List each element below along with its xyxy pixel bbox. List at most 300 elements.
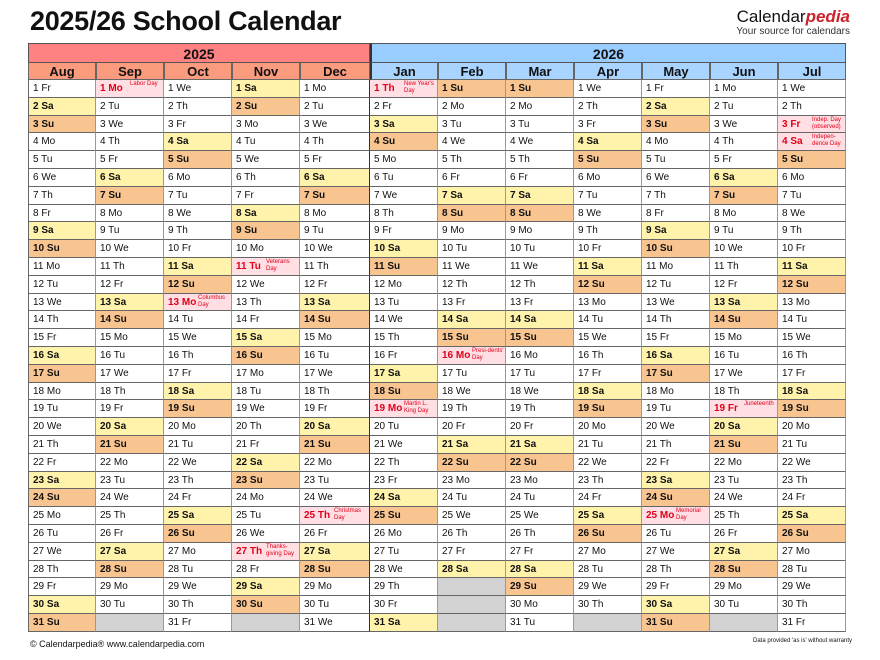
day-cell[interactable]: 17 Fr — [778, 365, 846, 383]
day-cell[interactable]: 13 Th — [232, 294, 300, 312]
day-cell[interactable]: 1 We — [164, 80, 232, 98]
day-cell[interactable]: 29 Mo — [710, 578, 778, 596]
day-cell[interactable]: 25 Th — [710, 507, 778, 525]
day-cell[interactable]: 19 We — [232, 400, 300, 418]
day-cell[interactable]: 8 Fr — [28, 205, 96, 223]
day-cell[interactable]: 5 We — [232, 151, 300, 169]
brand-logo[interactable] — [736, 8, 850, 37]
day-cell[interactable]: 28 Fr — [232, 561, 300, 579]
day-cell[interactable]: 24 Fr — [164, 489, 232, 507]
day-cell[interactable]: 22 Fr — [28, 454, 96, 472]
day-cell[interactable]: 11 Th — [710, 258, 778, 276]
day-cell[interactable]: 23 Mo — [438, 472, 506, 490]
day-cell[interactable]: 2 Th — [574, 98, 642, 116]
day-cell[interactable]: 20 We — [642, 418, 710, 436]
day-cell[interactable]: 20 Sa — [710, 418, 778, 436]
day-cell[interactable]: 10 We — [96, 240, 164, 258]
day-cell[interactable]: 26 Tu — [642, 525, 710, 543]
day-cell[interactable]: 7 Th — [642, 187, 710, 205]
day-cell[interactable]: 13 Sa — [710, 294, 778, 312]
day-cell[interactable]: 21 Th — [28, 436, 96, 454]
day-cell[interactable]: 30 Sa — [642, 596, 710, 614]
day-cell[interactable]: 22 Mo — [300, 454, 370, 472]
day-cell[interactable]: 28 Tu — [778, 561, 846, 579]
day-cell[interactable]: 1 Fr — [642, 80, 710, 98]
day-cell[interactable]: 30 Th — [778, 596, 846, 614]
day-cell[interactable]: 19 Su — [778, 400, 846, 418]
day-cell[interactable]: 3 We — [710, 116, 778, 134]
day-cell[interactable]: 6 Mo — [164, 169, 232, 187]
day-cell[interactable]: 4 Su — [370, 133, 438, 151]
day-cell[interactable]: 3 Fr — [164, 116, 232, 134]
day-cell[interactable]: 7 Sa — [506, 187, 574, 205]
day-cell[interactable]: 11 We — [438, 258, 506, 276]
day-cell[interactable]: 27 Sa — [710, 543, 778, 561]
day-cell[interactable]: 14 We — [370, 311, 438, 329]
day-cell[interactable]: 11 We — [506, 258, 574, 276]
day-cell[interactable]: 15 Mo — [300, 329, 370, 347]
day-cell[interactable]: 29 Mo — [96, 578, 164, 596]
day-cell[interactable]: 17 We — [710, 365, 778, 383]
day-cell[interactable]: 13 We — [642, 294, 710, 312]
day-cell[interactable]: 3 Su — [642, 116, 710, 134]
day-cell[interactable]: 5 Th — [438, 151, 506, 169]
day-cell[interactable]: 28 Tu — [574, 561, 642, 579]
day-cell[interactable]: 20 Tu — [370, 418, 438, 436]
day-cell[interactable]: 13 Sa — [96, 294, 164, 312]
day-cell[interactable]: 17 Tu — [438, 365, 506, 383]
day-cell[interactable] — [710, 400, 778, 418]
day-cell[interactable]: 3 Mo — [232, 116, 300, 134]
day-cell[interactable]: 12 Fr — [96, 276, 164, 294]
day-cell[interactable]: 14 Tu — [574, 311, 642, 329]
day-cell[interactable]: 16 Su — [232, 347, 300, 365]
day-cell[interactable]: 18 Sa — [164, 383, 232, 401]
day-cell[interactable]: 20 Sa — [300, 418, 370, 436]
day-cell[interactable]: 24 We — [710, 489, 778, 507]
day-cell[interactable]: 22 Sa — [232, 454, 300, 472]
day-cell[interactable]: 16 Th — [778, 347, 846, 365]
day-cell[interactable]: 25 Mo — [28, 507, 96, 525]
day-cell[interactable]: 16 Tu — [96, 347, 164, 365]
day-cell[interactable]: 12 Fr — [710, 276, 778, 294]
day-cell[interactable]: 24 Fr — [574, 489, 642, 507]
day-cell[interactable]: 22 Fr — [642, 454, 710, 472]
day-cell[interactable]: 25 Sa — [574, 507, 642, 525]
day-cell[interactable]: 10 Fr — [574, 240, 642, 258]
day-cell[interactable]: 27 Mo — [164, 543, 232, 561]
day-cell[interactable]: 10 Sa — [370, 240, 438, 258]
day-cell[interactable]: 25 Sa — [778, 507, 846, 525]
day-cell[interactable]: 14 Th — [28, 311, 96, 329]
day-cell[interactable]: 24 We — [300, 489, 370, 507]
day-cell[interactable]: 18 Su — [370, 383, 438, 401]
day-cell[interactable]: 27 Fr — [438, 543, 506, 561]
day-cell[interactable]: 16 Sa — [642, 347, 710, 365]
day-cell[interactable]: 8 We — [164, 205, 232, 223]
day-cell[interactable]: 29 Th — [370, 578, 438, 596]
day-cell[interactable]: 14 Su — [710, 311, 778, 329]
day-cell[interactable]: 2 Th — [164, 98, 232, 116]
day-cell[interactable]: 8 Sa — [232, 205, 300, 223]
day-cell[interactable]: 29 Mo — [300, 578, 370, 596]
day-cell[interactable]: 23 Th — [574, 472, 642, 490]
day-cell[interactable]: 18 We — [506, 383, 574, 401]
day-cell[interactable]: 2 Th — [778, 98, 846, 116]
day-cell[interactable]: 10 Tu — [506, 240, 574, 258]
day-cell[interactable]: 3 Su — [28, 116, 96, 134]
day-cell[interactable]: 15 Mo — [710, 329, 778, 347]
day-cell[interactable]: 12 Th — [438, 276, 506, 294]
day-cell[interactable] — [370, 80, 438, 98]
day-cell[interactable]: 16 Tu — [300, 347, 370, 365]
day-cell[interactable]: 22 We — [574, 454, 642, 472]
day-cell[interactable]: 2 Su — [232, 98, 300, 116]
day-cell[interactable]: 22 We — [778, 454, 846, 472]
day-cell[interactable]: 17 Su — [28, 365, 96, 383]
day-cell[interactable]: 31 Tu — [506, 614, 574, 632]
day-cell[interactable]: 27 Mo — [574, 543, 642, 561]
day-cell[interactable]: 16 Th — [164, 347, 232, 365]
day-cell[interactable]: 20 Th — [232, 418, 300, 436]
day-cell[interactable]: 30 Tu — [300, 596, 370, 614]
day-cell[interactable]: 28 Th — [642, 561, 710, 579]
day-cell[interactable]: 13 Fr — [438, 294, 506, 312]
day-cell[interactable]: 1 We — [778, 80, 846, 98]
day-cell[interactable]: 1 Su — [438, 80, 506, 98]
day-cell[interactable]: 17 Sa — [370, 365, 438, 383]
day-cell[interactable]: 24 Mo — [232, 489, 300, 507]
day-cell[interactable]: 21 Su — [710, 436, 778, 454]
day-cell[interactable]: 2 Fr — [370, 98, 438, 116]
day-cell[interactable]: 14 Tu — [778, 311, 846, 329]
day-cell[interactable]: 22 Su — [506, 454, 574, 472]
day-cell[interactable]: 30 Fr — [370, 596, 438, 614]
day-cell[interactable]: 6 Mo — [778, 169, 846, 187]
day-cell[interactable]: 12 Th — [506, 276, 574, 294]
day-cell[interactable]: 22 Mo — [710, 454, 778, 472]
day-cell[interactable]: 4 Th — [300, 133, 370, 151]
day-cell[interactable]: 27 We — [28, 543, 96, 561]
day-cell[interactable]: 4 We — [506, 133, 574, 151]
day-cell[interactable]: 4 Mo — [642, 133, 710, 151]
day-cell[interactable]: 8 Th — [370, 205, 438, 223]
day-cell[interactable]: 17 Fr — [574, 365, 642, 383]
day-cell[interactable]: 9 Fr — [370, 222, 438, 240]
day-cell[interactable]: 10 Fr — [778, 240, 846, 258]
day-cell[interactable]: 17 We — [96, 365, 164, 383]
day-cell[interactable]: 5 Mo — [370, 151, 438, 169]
day-cell[interactable]: 14 Su — [96, 311, 164, 329]
day-cell[interactable]: 11 Sa — [778, 258, 846, 276]
day-cell[interactable]: 6 Sa — [96, 169, 164, 187]
day-cell[interactable]: 26 We — [232, 525, 300, 543]
day-cell[interactable]: 8 Fr — [642, 205, 710, 223]
day-cell[interactable]: 15 Su — [506, 329, 574, 347]
day-cell[interactable]: 14 Su — [300, 311, 370, 329]
day-cell[interactable]: 30 Th — [164, 596, 232, 614]
day-cell[interactable]: 5 Tu — [642, 151, 710, 169]
day-cell[interactable]: 6 Sa — [710, 169, 778, 187]
day-cell[interactable]: 10 Su — [28, 240, 96, 258]
day-cell[interactable]: 18 Th — [710, 383, 778, 401]
day-cell[interactable]: 17 Fr — [164, 365, 232, 383]
day-cell[interactable]: 18 Sa — [574, 383, 642, 401]
day-cell[interactable]: 11 Su — [370, 258, 438, 276]
day-cell[interactable]: 7 Su — [300, 187, 370, 205]
day-cell[interactable] — [300, 507, 370, 525]
day-cell[interactable]: 20 We — [28, 418, 96, 436]
day-cell[interactable]: 15 Th — [370, 329, 438, 347]
day-cell[interactable]: 19 Tu — [642, 400, 710, 418]
day-cell[interactable]: 6 Fr — [506, 169, 574, 187]
day-cell[interactable]: 1 Mo — [300, 80, 370, 98]
day-cell[interactable]: 9 Su — [232, 222, 300, 240]
day-cell[interactable]: 18 We — [438, 383, 506, 401]
day-cell[interactable]: 18 Sa — [778, 383, 846, 401]
day-cell[interactable]: 28 Sa — [438, 561, 506, 579]
day-cell[interactable]: 19 Fr — [96, 400, 164, 418]
day-cell[interactable]: 21 We — [370, 436, 438, 454]
day-cell[interactable]: 3 We — [300, 116, 370, 134]
day-cell[interactable]: 12 Tu — [28, 276, 96, 294]
day-cell[interactable]: 26 Tu — [28, 525, 96, 543]
day-cell[interactable]: 20 Mo — [574, 418, 642, 436]
day-cell[interactable]: 5 Su — [164, 151, 232, 169]
day-cell[interactable] — [232, 543, 300, 561]
day-cell[interactable]: 13 Mo — [574, 294, 642, 312]
day-cell[interactable]: 23 Th — [778, 472, 846, 490]
day-cell[interactable]: 1 We — [574, 80, 642, 98]
day-cell[interactable]: 17 Su — [642, 365, 710, 383]
day-cell[interactable]: 14 Th — [642, 311, 710, 329]
day-cell[interactable]: 9 Th — [778, 222, 846, 240]
day-cell[interactable]: 1 Sa — [232, 80, 300, 98]
day-cell[interactable]: 19 Su — [164, 400, 232, 418]
day-cell[interactable]: 12 Mo — [370, 276, 438, 294]
day-cell[interactable]: 12 Su — [778, 276, 846, 294]
day-cell[interactable]: 25 Th — [96, 507, 164, 525]
day-cell[interactable]: 21 Th — [642, 436, 710, 454]
day-cell[interactable]: 6 We — [642, 169, 710, 187]
day-cell[interactable]: 29 We — [574, 578, 642, 596]
day-cell[interactable]: 17 Tu — [506, 365, 574, 383]
day-cell[interactable]: 28 Th — [28, 561, 96, 579]
day-cell[interactable]: 29 Fr — [642, 578, 710, 596]
day-cell[interactable]: 8 Su — [506, 205, 574, 223]
day-cell[interactable]: 19 Tu — [28, 400, 96, 418]
day-cell[interactable]: 6 Mo — [574, 169, 642, 187]
day-cell[interactable]: 16 Tu — [710, 347, 778, 365]
day-cell[interactable]: 15 Fr — [642, 329, 710, 347]
day-cell[interactable]: 27 Sa — [96, 543, 164, 561]
day-cell[interactable]: 27 We — [642, 543, 710, 561]
day-cell[interactable]: 24 Tu — [438, 489, 506, 507]
day-cell[interactable]: 7 Th — [28, 187, 96, 205]
day-cell[interactable]: 4 Mo — [28, 133, 96, 151]
day-cell[interactable]: 11 Sa — [574, 258, 642, 276]
day-cell[interactable]: 30 Mo — [506, 596, 574, 614]
day-cell[interactable]: 8 Mo — [710, 205, 778, 223]
day-cell[interactable]: 23 Sa — [28, 472, 96, 490]
day-cell[interactable]: 9 Th — [164, 222, 232, 240]
day-cell[interactable]: 11 Th — [300, 258, 370, 276]
day-cell[interactable]: 23 Mo — [506, 472, 574, 490]
day-cell[interactable]: 18 Mo — [642, 383, 710, 401]
day-cell[interactable]: 12 We — [232, 276, 300, 294]
day-cell[interactable]: 31 Sa — [370, 614, 438, 632]
day-cell[interactable]: 8 We — [778, 205, 846, 223]
day-cell[interactable]: 14 Tu — [164, 311, 232, 329]
day-cell[interactable]: 2 Tu — [710, 98, 778, 116]
day-cell[interactable]: 5 Tu — [28, 151, 96, 169]
day-cell[interactable]: 10 Mo — [232, 240, 300, 258]
day-cell[interactable]: 15 Fr — [28, 329, 96, 347]
day-cell[interactable]: 21 Su — [300, 436, 370, 454]
day-cell[interactable]: 19 Th — [438, 400, 506, 418]
day-cell[interactable]: 5 Fr — [710, 151, 778, 169]
day-cell[interactable]: 27 Fr — [506, 543, 574, 561]
day-cell[interactable] — [438, 347, 506, 365]
day-cell[interactable]: 21 Fr — [232, 436, 300, 454]
day-cell[interactable]: 5 Su — [778, 151, 846, 169]
day-cell[interactable]: 20 Sa — [96, 418, 164, 436]
day-cell[interactable]: 20 Mo — [164, 418, 232, 436]
day-cell[interactable]: 2 Mo — [506, 98, 574, 116]
day-cell[interactable]: 20 Fr — [506, 418, 574, 436]
day-cell[interactable]: 13 Mo — [778, 294, 846, 312]
day-cell[interactable]: 21 Tu — [164, 436, 232, 454]
day-cell[interactable]: 10 Tu — [438, 240, 506, 258]
day-cell[interactable]: 19 Su — [574, 400, 642, 418]
day-cell[interactable]: 9 Sa — [642, 222, 710, 240]
day-cell[interactable]: 17 We — [300, 365, 370, 383]
day-cell[interactable]: 9 Mo — [506, 222, 574, 240]
day-cell[interactable] — [232, 258, 300, 276]
day-cell[interactable]: 16 Fr — [370, 347, 438, 365]
day-cell[interactable]: 2 Tu — [300, 98, 370, 116]
day-cell[interactable]: 26 Th — [438, 525, 506, 543]
day-cell[interactable]: 23 Th — [164, 472, 232, 490]
day-cell[interactable]: 3 Tu — [506, 116, 574, 134]
day-cell[interactable]: 19 Fr — [300, 400, 370, 418]
day-cell[interactable]: 31 Su — [642, 614, 710, 632]
day-cell[interactable]: 2 Sa — [28, 98, 96, 116]
day-cell[interactable]: 10 Fr — [164, 240, 232, 258]
day-cell[interactable]: 18 Th — [96, 383, 164, 401]
day-cell[interactable]: 7 We — [370, 187, 438, 205]
day-cell[interactable]: 10 We — [300, 240, 370, 258]
day-cell[interactable]: 17 Mo — [232, 365, 300, 383]
day-cell[interactable]: 25 We — [506, 507, 574, 525]
day-cell[interactable] — [370, 400, 438, 418]
day-cell[interactable]: 1 Fr — [28, 80, 96, 98]
day-cell[interactable]: 28 We — [370, 561, 438, 579]
day-cell[interactable]: 7 Sa — [438, 187, 506, 205]
day-cell[interactable]: 11 Sa — [164, 258, 232, 276]
day-cell[interactable]: 13 We — [28, 294, 96, 312]
day-cell[interactable]: 26 Su — [164, 525, 232, 543]
day-cell[interactable]: 12 Su — [164, 276, 232, 294]
day-cell[interactable]: 26 Fr — [300, 525, 370, 543]
day-cell[interactable]: 9 Tu — [710, 222, 778, 240]
day-cell[interactable]: 30 Tu — [710, 596, 778, 614]
day-cell[interactable]: 30 Su — [232, 596, 300, 614]
day-cell[interactable]: 13 Tu — [370, 294, 438, 312]
day-cell[interactable]: 4 We — [438, 133, 506, 151]
day-cell[interactable]: 10 We — [710, 240, 778, 258]
day-cell[interactable]: 11 Mo — [28, 258, 96, 276]
day-cell[interactable]: 16 Mo — [506, 347, 574, 365]
day-cell[interactable]: 24 Su — [642, 489, 710, 507]
day-cell[interactable]: 25 Sa — [164, 507, 232, 525]
day-cell[interactable]: 9 Th — [574, 222, 642, 240]
day-cell[interactable]: 14 Fr — [232, 311, 300, 329]
day-cell[interactable]: 19 Th — [506, 400, 574, 418]
day-cell[interactable] — [778, 116, 846, 134]
day-cell[interactable]: 7 Fr — [232, 187, 300, 205]
day-cell[interactable]: 20 Mo — [778, 418, 846, 436]
day-cell[interactable]: 8 We — [574, 205, 642, 223]
day-cell[interactable]: 31 Fr — [164, 614, 232, 632]
day-cell[interactable]: 13 Sa — [300, 294, 370, 312]
day-cell[interactable]: 3 Sa — [370, 116, 438, 134]
day-cell[interactable]: 7 Tu — [164, 187, 232, 205]
day-cell[interactable]: 9 Tu — [96, 222, 164, 240]
day-cell[interactable]: 18 Tu — [232, 383, 300, 401]
day-cell[interactable]: 5 Su — [574, 151, 642, 169]
day-cell[interactable]: 7 Tu — [778, 187, 846, 205]
day-cell[interactable]: 29 We — [778, 578, 846, 596]
day-cell[interactable]: 5 Fr — [300, 151, 370, 169]
day-cell[interactable]: 6 Sa — [300, 169, 370, 187]
day-cell[interactable]: 4 Sa — [574, 133, 642, 151]
day-cell[interactable] — [96, 80, 164, 98]
day-cell[interactable]: 27 Tu — [370, 543, 438, 561]
day-cell[interactable]: 14 Sa — [506, 311, 574, 329]
day-cell[interactable]: 28 Su — [96, 561, 164, 579]
day-cell[interactable]: 21 Sa — [506, 436, 574, 454]
day-cell[interactable]: 30 Th — [574, 596, 642, 614]
day-cell[interactable]: 2 Tu — [96, 98, 164, 116]
day-cell[interactable]: 4 Th — [96, 133, 164, 151]
day-cell[interactable]: 25 We — [438, 507, 506, 525]
day-cell[interactable]: 6 Fr — [438, 169, 506, 187]
day-cell[interactable]: 21 Sa — [438, 436, 506, 454]
day-cell[interactable]: 12 Tu — [642, 276, 710, 294]
day-cell[interactable]: 6 We — [28, 169, 96, 187]
day-cell[interactable]: 23 Tu — [96, 472, 164, 490]
day-cell[interactable]: 4 Sa — [164, 133, 232, 151]
day-cell[interactable]: 24 Tu — [506, 489, 574, 507]
day-cell[interactable]: 10 Su — [642, 240, 710, 258]
day-cell[interactable]: 28 Su — [300, 561, 370, 579]
day-cell[interactable]: 26 Fr — [96, 525, 164, 543]
day-cell[interactable]: 9 Sa — [28, 222, 96, 240]
day-cell[interactable]: 23 Tu — [710, 472, 778, 490]
day-cell[interactable] — [778, 133, 846, 151]
day-cell[interactable]: 24 Su — [28, 489, 96, 507]
day-cell[interactable]: 20 Fr — [438, 418, 506, 436]
day-cell[interactable]: 29 Su — [506, 578, 574, 596]
day-cell[interactable]: 4 Tu — [232, 133, 300, 151]
day-cell[interactable]: 29 Sa — [232, 578, 300, 596]
day-cell[interactable]: 23 Fr — [370, 472, 438, 490]
day-cell[interactable]: 8 Mo — [300, 205, 370, 223]
day-cell[interactable]: 11 Mo — [642, 258, 710, 276]
day-cell[interactable]: 25 Su — [370, 507, 438, 525]
day-cell[interactable]: 2 Mo — [438, 98, 506, 116]
